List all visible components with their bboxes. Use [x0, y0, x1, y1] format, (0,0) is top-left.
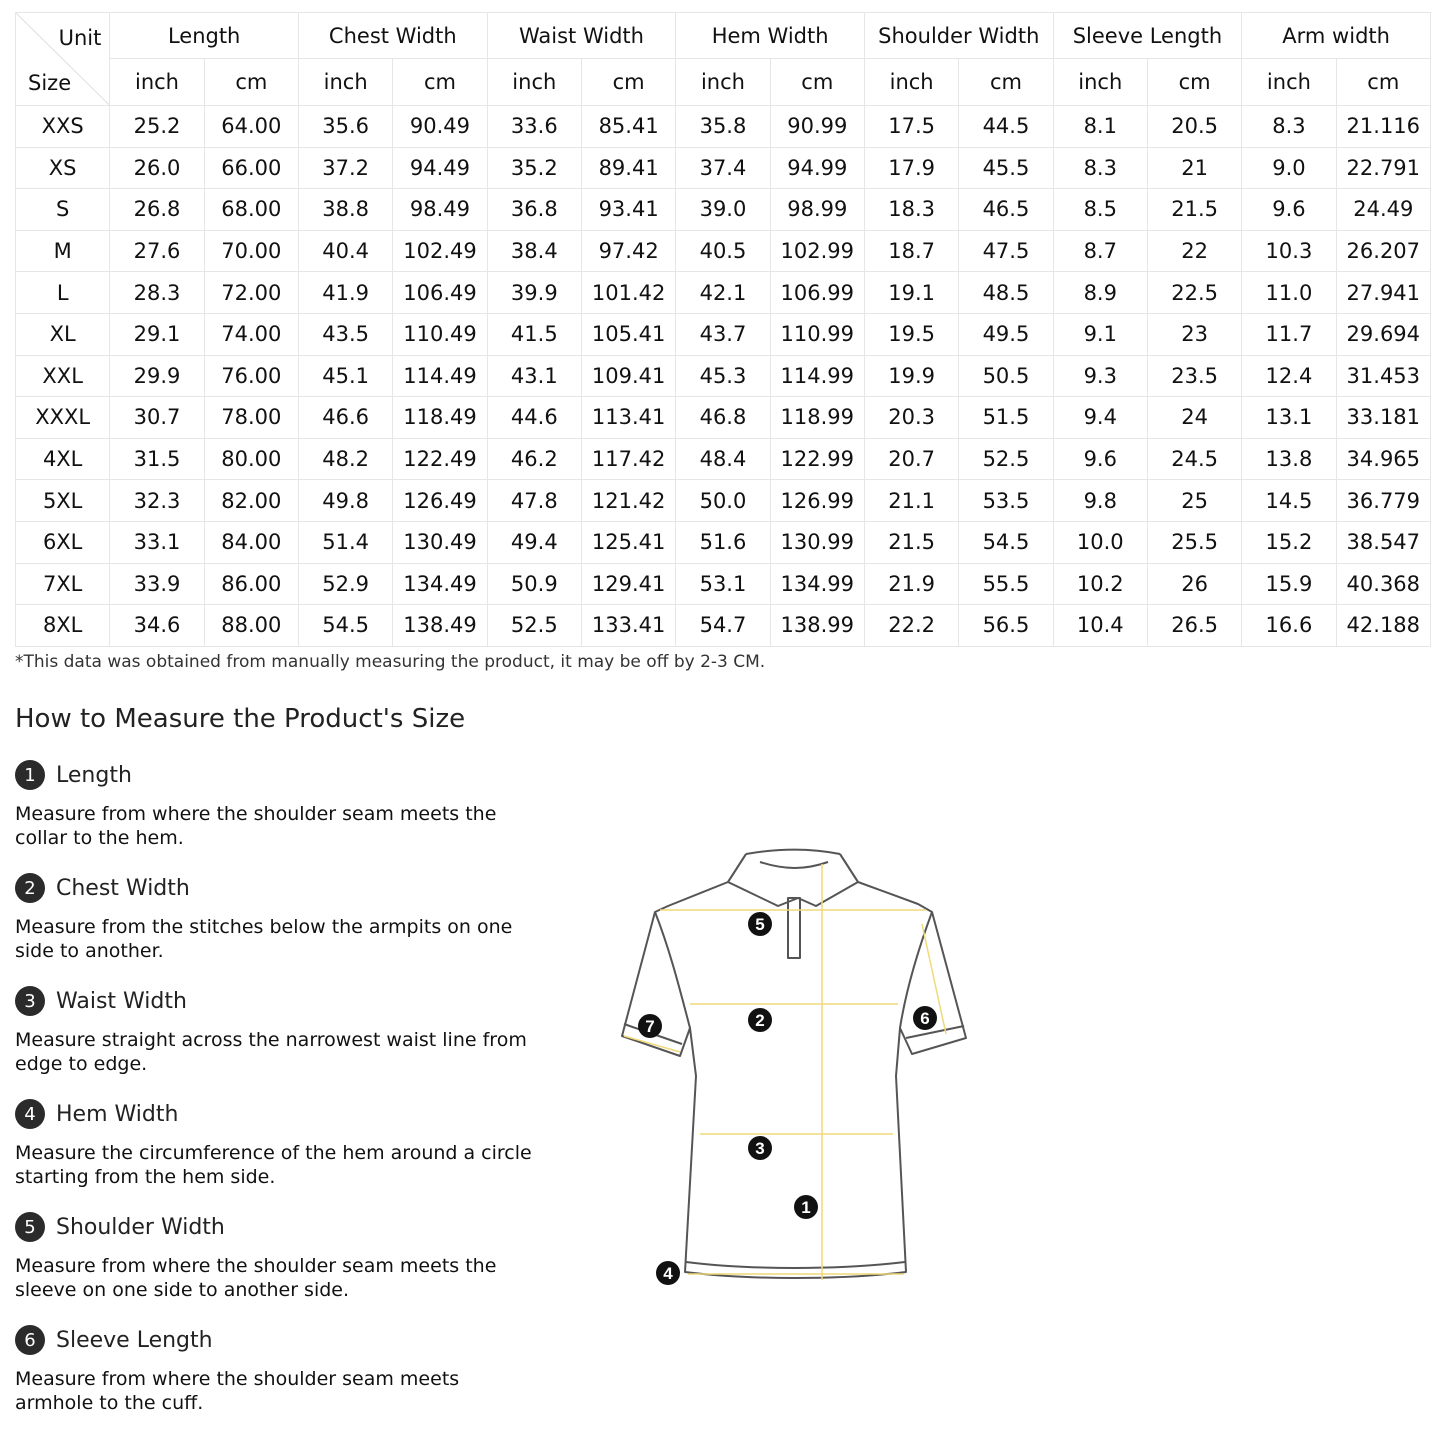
- measurement-cell: 22.791: [1336, 147, 1430, 189]
- measurement-cell: 9.8: [1053, 480, 1147, 522]
- measurement-cell: 52.9: [298, 563, 392, 605]
- measurement-cell: 25.5: [1147, 521, 1241, 563]
- measurement-cell: 21.5: [864, 521, 958, 563]
- measurement-cell: 26.8: [110, 189, 204, 231]
- measurement-cell: 20.3: [864, 397, 958, 439]
- measurement-cell: 89.41: [581, 147, 675, 189]
- step-number-badge: 4: [15, 1099, 45, 1129]
- measurement-cell: 134.99: [770, 563, 864, 605]
- measurement-cell: 40.368: [1336, 563, 1430, 605]
- measurement-cell: 54.5: [298, 605, 392, 647]
- size-label-cell: 6XL: [16, 521, 110, 563]
- corner-size-label: Size: [28, 71, 72, 95]
- measurement-cell: 50.5: [959, 355, 1053, 397]
- measurement-cell: 122.99: [770, 438, 864, 480]
- measurement-cell: 118.99: [770, 397, 864, 439]
- measurement-cell: 47.8: [487, 480, 581, 522]
- measurement-cell: 74.00: [204, 313, 298, 355]
- measure-step: [15, 760, 535, 850]
- table-row: [16, 480, 1431, 522]
- step-description: Measure from where the shoulder seam meets armhole to the cuff.: [15, 1368, 460, 1414]
- measure-step: [15, 1325, 535, 1415]
- measurement-cell: 49.4: [487, 521, 581, 563]
- measurement-cell: 22.2: [864, 605, 958, 647]
- table-row: [16, 438, 1431, 480]
- measurement-cell: 133.41: [581, 605, 675, 647]
- measurement-cell: 21.9: [864, 563, 958, 605]
- measurement-cell: 106.49: [393, 272, 487, 314]
- measurement-cell: 11.0: [1242, 272, 1336, 314]
- measurement-cell: 138.49: [393, 605, 487, 647]
- step-heading: [15, 760, 535, 790]
- measure-guides: [624, 864, 946, 1280]
- how-to-measure-title: How to Measure the Product's Size: [15, 704, 466, 734]
- unit-cm-header: cm: [1147, 59, 1241, 106]
- measurement-cell: 55.5: [959, 563, 1053, 605]
- measurement-cell: 29.694: [1336, 313, 1430, 355]
- step-description: Measure from the stitches below the armpits on one side to another.: [15, 916, 513, 962]
- measurement-cell: 90.49: [393, 106, 487, 148]
- step-title: Waist Width: [56, 988, 187, 1014]
- measurement-cell: 46.2: [487, 438, 581, 480]
- measurement-cell: 21.1: [864, 480, 958, 522]
- header-row-units: [16, 59, 1431, 106]
- measurement-cell: 93.41: [581, 189, 675, 231]
- measure-markers: [638, 912, 937, 1285]
- measurement-cell: 45.1: [298, 355, 392, 397]
- size-label-cell: 5XL: [16, 480, 110, 522]
- unit-inch-header: inch: [864, 59, 958, 106]
- table-row: [16, 605, 1431, 647]
- measurement-cell: 29.9: [110, 355, 204, 397]
- marker-number: 3: [755, 1139, 765, 1158]
- measurement-cell: 42.188: [1336, 605, 1430, 647]
- measurement-cell: 76.00: [204, 355, 298, 397]
- measure-step: [15, 1212, 535, 1302]
- measurement-cell: 13.8: [1242, 438, 1336, 480]
- measurement-cell: 97.42: [581, 230, 675, 272]
- measurement-cell: 23.5: [1147, 355, 1241, 397]
- column-group-header: Sleeve Length: [1053, 13, 1242, 59]
- table-row: [16, 397, 1431, 439]
- measurement-cell: 45.5: [959, 147, 1053, 189]
- measurement-cell: 40.5: [676, 230, 770, 272]
- measurement-cell: 51.6: [676, 521, 770, 563]
- measurement-cell: 17.9: [864, 147, 958, 189]
- measurement-cell: 10.3: [1242, 230, 1336, 272]
- measurement-cell: 114.99: [770, 355, 864, 397]
- measurement-cell: 37.4: [676, 147, 770, 189]
- size-label-cell: XL: [16, 313, 110, 355]
- unit-inch-header: inch: [298, 59, 392, 106]
- measurement-cell: 80.00: [204, 438, 298, 480]
- measurement-cell: 51.4: [298, 521, 392, 563]
- measure-step: [15, 873, 535, 963]
- measurement-cell: 14.5: [1242, 480, 1336, 522]
- step-heading: [15, 1212, 535, 1242]
- shirt-outline: [622, 850, 966, 1279]
- measurement-cell: 21: [1147, 147, 1241, 189]
- measurement-cell: 18.7: [864, 230, 958, 272]
- measurement-cell: 26.0: [110, 147, 204, 189]
- measurement-cell: 23: [1147, 313, 1241, 355]
- marker-3-icon: [748, 1136, 772, 1160]
- unit-inch-header: inch: [110, 59, 204, 106]
- size-label-cell: XXS: [16, 106, 110, 148]
- measurement-cell: 82.00: [204, 480, 298, 522]
- measurement-cell: 8.3: [1242, 106, 1336, 148]
- measurement-cell: 109.41: [581, 355, 675, 397]
- size-label-cell: S: [16, 189, 110, 231]
- marker-2-icon: [748, 1008, 772, 1032]
- measurement-cell: 19.9: [864, 355, 958, 397]
- measurement-cell: 51.5: [959, 397, 1053, 439]
- step-heading: [15, 986, 535, 1016]
- marker-number: 4: [663, 1264, 673, 1283]
- corner-cell: [16, 13, 110, 106]
- measurement-cell: 72.00: [204, 272, 298, 314]
- measurement-cell: 49.8: [298, 480, 392, 522]
- measurement-cell: 130.49: [393, 521, 487, 563]
- measurement-cell: 52.5: [959, 438, 1053, 480]
- unit-cm-header: cm: [959, 59, 1053, 106]
- measurement-cell: 33.181: [1336, 397, 1430, 439]
- measurement-cell: 33.1: [110, 521, 204, 563]
- measurement-cell: 35.2: [487, 147, 581, 189]
- measurement-cell: 9.1: [1053, 313, 1147, 355]
- measurement-cell: 129.41: [581, 563, 675, 605]
- step-number-badge: 5: [15, 1212, 45, 1242]
- measurement-cell: 113.41: [581, 397, 675, 439]
- measurement-cell: 20.7: [864, 438, 958, 480]
- measurement-cell: 26.207: [1336, 230, 1430, 272]
- column-group-header: Arm width: [1242, 13, 1431, 59]
- measurement-cell: 19.1: [864, 272, 958, 314]
- column-group-header: Chest Width: [298, 13, 487, 59]
- measurement-cell: 10.4: [1053, 605, 1147, 647]
- step-heading: [15, 1325, 535, 1355]
- step-heading: [15, 873, 535, 903]
- measurement-cell: 94.49: [393, 147, 487, 189]
- unit-inch-header: inch: [1053, 59, 1147, 106]
- measurement-cell: 35.8: [676, 106, 770, 148]
- measurement-cell: 41.9: [298, 272, 392, 314]
- measurement-cell: 46.6: [298, 397, 392, 439]
- marker-number: 1: [801, 1198, 811, 1217]
- step-description: Measure from where the shoulder seam meets the collar to the hem.: [15, 803, 497, 849]
- marker-7-icon: [638, 1014, 662, 1038]
- measurement-cell: 30.7: [110, 397, 204, 439]
- measurement-cell: 41.5: [487, 313, 581, 355]
- measurement-cell: 36.8: [487, 189, 581, 231]
- measurement-cell: 43.7: [676, 313, 770, 355]
- measurement-cell: 37.2: [298, 147, 392, 189]
- measurement-cell: 125.41: [581, 521, 675, 563]
- measurement-cell: 28.3: [110, 272, 204, 314]
- marker-number: 7: [645, 1017, 655, 1036]
- polo-shirt-diagram: [600, 840, 1000, 1300]
- measurement-cell: 126.99: [770, 480, 864, 522]
- unit-inch-header: inch: [1242, 59, 1336, 106]
- measurement-cell: 54.5: [959, 521, 1053, 563]
- measurement-footnote: *This data was obtained from manually measuring the product, it may be off by 2-3 CM.: [15, 652, 766, 672]
- unit-cm-header: cm: [581, 59, 675, 106]
- measurement-cell: 50.0: [676, 480, 770, 522]
- column-group-header: Hem Width: [676, 13, 865, 59]
- measurement-cell: 17.5: [864, 106, 958, 148]
- measurement-cell: 64.00: [204, 106, 298, 148]
- step-title: Length: [56, 762, 132, 788]
- column-group-header: Length: [110, 13, 299, 59]
- measurement-cell: 117.42: [581, 438, 675, 480]
- measurement-cell: 98.99: [770, 189, 864, 231]
- measurement-cell: 114.49: [393, 355, 487, 397]
- marker-number: 2: [755, 1011, 765, 1030]
- measurement-cell: 44.6: [487, 397, 581, 439]
- marker-1-icon: [794, 1195, 818, 1219]
- measurement-cell: 12.4: [1242, 355, 1336, 397]
- size-label-cell: M: [16, 230, 110, 272]
- measurement-cell: 40.4: [298, 230, 392, 272]
- measurement-cell: 84.00: [204, 521, 298, 563]
- measurement-cell: 24.5: [1147, 438, 1241, 480]
- step-title: Hem Width: [56, 1101, 179, 1127]
- column-group-header: Shoulder Width: [864, 13, 1053, 59]
- measurement-cell: 122.49: [393, 438, 487, 480]
- measurement-cell: 43.5: [298, 313, 392, 355]
- measurement-cell: 22.5: [1147, 272, 1241, 314]
- step-title: Sleeve Length: [56, 1327, 213, 1353]
- measurement-cell: 16.6: [1242, 605, 1336, 647]
- unit-inch-header: inch: [487, 59, 581, 106]
- table-row: [16, 189, 1431, 231]
- unit-cm-header: cm: [393, 59, 487, 106]
- measurement-cell: 70.00: [204, 230, 298, 272]
- measurement-cell: 38.8: [298, 189, 392, 231]
- measurement-cell: 22: [1147, 230, 1241, 272]
- table-row: [16, 272, 1431, 314]
- measurement-cell: 20.5: [1147, 106, 1241, 148]
- measurement-cell: 9.3: [1053, 355, 1147, 397]
- table-row: [16, 563, 1431, 605]
- measurement-cell: 106.99: [770, 272, 864, 314]
- size-label-cell: 4XL: [16, 438, 110, 480]
- measurement-cell: 68.00: [204, 189, 298, 231]
- measurement-cell: 24.49: [1336, 189, 1430, 231]
- measurement-cell: 15.2: [1242, 521, 1336, 563]
- measurement-cell: 8.9: [1053, 272, 1147, 314]
- measurement-cell: 24: [1147, 397, 1241, 439]
- measurement-cell: 31.5: [110, 438, 204, 480]
- measurement-cell: 48.4: [676, 438, 770, 480]
- measurement-cell: 34.6: [110, 605, 204, 647]
- measurement-cell: 49.5: [959, 313, 1053, 355]
- measurement-cell: 138.99: [770, 605, 864, 647]
- size-label-cell: 7XL: [16, 563, 110, 605]
- measurement-cell: 90.99: [770, 106, 864, 148]
- measurement-cell: 8.1: [1053, 106, 1147, 148]
- measurement-cell: 34.965: [1336, 438, 1430, 480]
- measurement-cell: 27.6: [110, 230, 204, 272]
- step-description: Measure from where the shoulder seam meets the sleeve on one side to another side.: [15, 1255, 497, 1301]
- measurement-cell: 50.9: [487, 563, 581, 605]
- measurement-cell: 33.6: [487, 106, 581, 148]
- measurement-cell: 21.5: [1147, 189, 1241, 231]
- step-number-badge: 2: [15, 873, 45, 903]
- measurement-cell: 102.99: [770, 230, 864, 272]
- measurement-cell: 39.0: [676, 189, 770, 231]
- unit-inch-header: inch: [676, 59, 770, 106]
- table-row: [16, 355, 1431, 397]
- measurement-cell: 19.5: [864, 313, 958, 355]
- marker-number: 5: [755, 915, 765, 934]
- measurement-cell: 36.779: [1336, 480, 1430, 522]
- measurement-cell: 94.99: [770, 147, 864, 189]
- table-row: [16, 521, 1431, 563]
- measurement-cell: 47.5: [959, 230, 1053, 272]
- size-label-cell: XXXL: [16, 397, 110, 439]
- measurement-cell: 26.5: [1147, 605, 1241, 647]
- measurement-cell: 15.9: [1242, 563, 1336, 605]
- measurement-cell: 8.5: [1053, 189, 1147, 231]
- measurement-cell: 85.41: [581, 106, 675, 148]
- table-row: [16, 230, 1431, 272]
- measurement-cell: 33.9: [110, 563, 204, 605]
- measurement-cell: 32.3: [110, 480, 204, 522]
- measurement-cell: 21.116: [1336, 106, 1430, 148]
- measurement-cell: 9.6: [1053, 438, 1147, 480]
- measurement-cell: 52.5: [487, 605, 581, 647]
- step-description: Measure the circumference of the hem around a circle starting from the hem side.: [15, 1142, 532, 1188]
- step-heading: [15, 1099, 535, 1129]
- measurement-cell: 18.3: [864, 189, 958, 231]
- measurement-cell: 110.99: [770, 313, 864, 355]
- measurement-cell: 42.1: [676, 272, 770, 314]
- measurement-cell: 44.5: [959, 106, 1053, 148]
- measurement-cell: 56.5: [959, 605, 1053, 647]
- table-row: [16, 147, 1431, 189]
- measurement-cell: 38.547: [1336, 521, 1430, 563]
- measurement-cell: 27.941: [1336, 272, 1430, 314]
- measurement-cell: 53.5: [959, 480, 1053, 522]
- step-title: Shoulder Width: [56, 1214, 225, 1240]
- measurement-cell: 35.6: [298, 106, 392, 148]
- measurement-cell: 134.49: [393, 563, 487, 605]
- measurement-cell: 101.42: [581, 272, 675, 314]
- step-description: Measure straight across the narrowest waist line from edge to edge.: [15, 1029, 527, 1075]
- measurement-cell: 13.1: [1242, 397, 1336, 439]
- measurement-cell: 118.49: [393, 397, 487, 439]
- measurement-cell: 25.2: [110, 106, 204, 148]
- measurement-cell: 48.5: [959, 272, 1053, 314]
- measurement-cell: 9.4: [1053, 397, 1147, 439]
- corner-unit-label: Unit: [58, 26, 102, 50]
- size-label-cell: 8XL: [16, 605, 110, 647]
- step-number-badge: 3: [15, 986, 45, 1016]
- measurement-cell: 105.41: [581, 313, 675, 355]
- measurement-cell: 46.8: [676, 397, 770, 439]
- measurement-cell: 126.49: [393, 480, 487, 522]
- measurement-cell: 54.7: [676, 605, 770, 647]
- measure-step: [15, 1099, 535, 1189]
- size-label-cell: XXL: [16, 355, 110, 397]
- measurement-cell: 26: [1147, 563, 1241, 605]
- step-number-badge: 6: [15, 1325, 45, 1355]
- marker-number: 6: [920, 1009, 930, 1028]
- measurement-cell: 9.0: [1242, 147, 1336, 189]
- measure-step: [15, 986, 535, 1076]
- marker-4-icon: [656, 1261, 680, 1285]
- unit-cm-header: cm: [1336, 59, 1430, 106]
- measurement-cell: 29.1: [110, 313, 204, 355]
- size-chart-table: [15, 12, 1431, 647]
- size-label-cell: L: [16, 272, 110, 314]
- measurement-cell: 66.00: [204, 147, 298, 189]
- measurement-cell: 98.49: [393, 189, 487, 231]
- step-title: Chest Width: [56, 875, 190, 901]
- measurement-cell: 121.42: [581, 480, 675, 522]
- table-body: [16, 106, 1431, 647]
- table-row: [16, 313, 1431, 355]
- measurement-cell: 88.00: [204, 605, 298, 647]
- measurement-cell: 11.7: [1242, 313, 1336, 355]
- measurement-cell: 25: [1147, 480, 1241, 522]
- measurement-cell: 46.5: [959, 189, 1053, 231]
- measurement-cell: 86.00: [204, 563, 298, 605]
- size-label-cell: XS: [16, 147, 110, 189]
- measurement-cell: 53.1: [676, 563, 770, 605]
- column-group-header: Waist Width: [487, 13, 676, 59]
- measurement-cell: 10.0: [1053, 521, 1147, 563]
- measurement-cell: 102.49: [393, 230, 487, 272]
- measurement-cell: 78.00: [204, 397, 298, 439]
- marker-5-icon: [748, 912, 772, 936]
- table-row: [16, 106, 1431, 148]
- marker-6-icon: [913, 1006, 937, 1030]
- measurement-cell: 43.1: [487, 355, 581, 397]
- measurement-cell: 48.2: [298, 438, 392, 480]
- step-number-badge: 1: [15, 760, 45, 790]
- measurement-cell: 8.3: [1053, 147, 1147, 189]
- header-row-groups: [16, 13, 1431, 59]
- measurement-cell: 31.453: [1336, 355, 1430, 397]
- measurement-cell: 45.3: [676, 355, 770, 397]
- unit-cm-header: cm: [770, 59, 864, 106]
- measurement-cell: 130.99: [770, 521, 864, 563]
- measurement-cell: 10.2: [1053, 563, 1147, 605]
- measurement-cell: 110.49: [393, 313, 487, 355]
- unit-cm-header: cm: [204, 59, 298, 106]
- measurement-cell: 38.4: [487, 230, 581, 272]
- measurement-cell: 39.9: [487, 272, 581, 314]
- measurement-cell: 8.7: [1053, 230, 1147, 272]
- measurement-cell: 9.6: [1242, 189, 1336, 231]
